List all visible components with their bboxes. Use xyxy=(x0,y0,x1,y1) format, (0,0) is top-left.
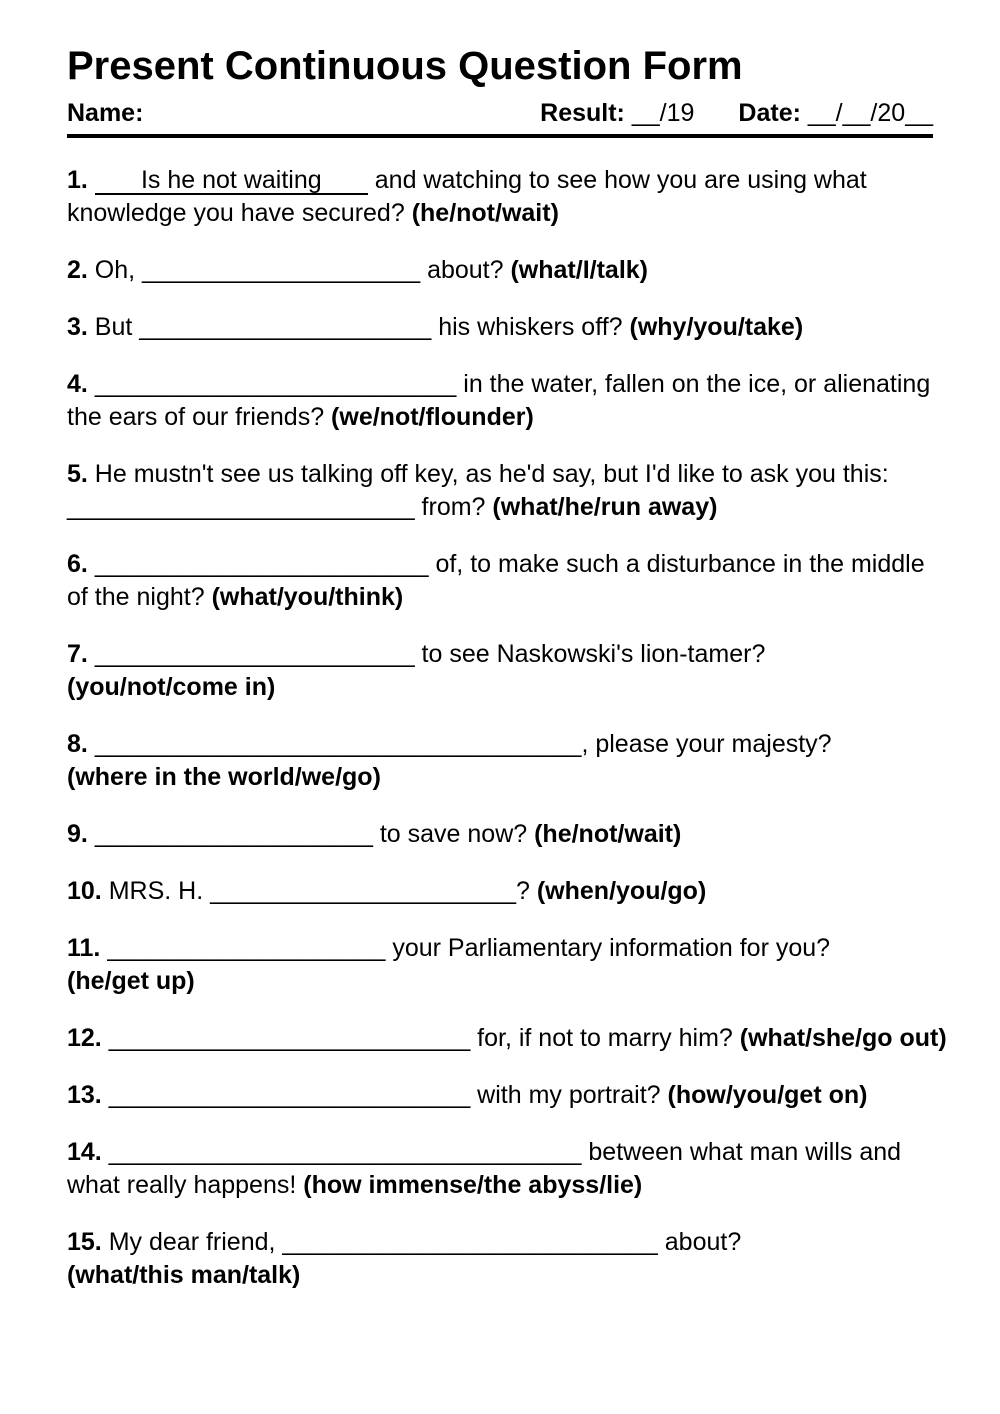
question-item xyxy=(67,548,933,614)
question-item xyxy=(67,254,933,287)
question-text: He mustn't see us talking off key, as he'd say, but I'd like to ask you this: xyxy=(87,460,889,488)
question-hint-or-number: 6. xyxy=(67,550,88,578)
question-text: about? xyxy=(420,256,511,284)
question-hint-or-number: (why/you/take) xyxy=(629,313,804,341)
question-line xyxy=(67,875,933,908)
question-hint-or-number: (what/she/go out) xyxy=(739,1024,947,1052)
header-right-fields xyxy=(540,99,933,128)
question-line xyxy=(67,311,933,344)
answer-blank: __________________________ xyxy=(108,1081,471,1109)
questions-list xyxy=(67,164,947,1292)
question-hint-or-number: 10. xyxy=(67,877,102,905)
answer-blank: _________________________ xyxy=(67,493,415,521)
question-item xyxy=(67,875,933,908)
question-text: between what man wills and xyxy=(581,1138,902,1166)
question-hint-or-number: 12. xyxy=(67,1024,102,1052)
answer-blank: ________________________ xyxy=(94,550,429,578)
question-item xyxy=(67,638,933,704)
question-line xyxy=(67,458,933,491)
question-hint-or-number: (what/this man/talk) xyxy=(67,1261,301,1289)
answer-blank: ____________________ xyxy=(94,820,373,848)
question-hint-or-number: 14. xyxy=(67,1138,102,1166)
question-line xyxy=(67,932,933,965)
question-line xyxy=(67,1169,933,1202)
question-item xyxy=(67,1022,947,1055)
question-item xyxy=(67,1079,933,1112)
question-line xyxy=(67,1226,933,1259)
answer-blank: ___________________________________ xyxy=(94,730,582,758)
question-text: MRS. H. xyxy=(101,877,211,905)
question-text xyxy=(88,820,95,848)
question-line xyxy=(67,638,933,671)
question-text xyxy=(88,550,95,578)
date-field xyxy=(738,99,933,128)
answer-blank: __________________________________ xyxy=(108,1138,582,1166)
question-text: My dear friend, xyxy=(101,1228,283,1256)
question-text xyxy=(88,640,95,668)
page-title: Present Continuous Question Form xyxy=(67,44,743,88)
question-text: what really happens! xyxy=(67,1171,304,1199)
question-line xyxy=(67,581,933,614)
question-hint-or-number: (he/not/wait) xyxy=(534,820,682,848)
date-value: __/__/20__ xyxy=(807,99,933,127)
answer-blank: __________________________ xyxy=(108,1024,471,1052)
header-fields-row xyxy=(67,99,933,138)
result-label: Result: xyxy=(540,99,625,127)
question-item xyxy=(67,932,933,998)
question-item xyxy=(67,1136,933,1202)
question-hint-or-number: 7. xyxy=(67,640,88,668)
question-text: to see Naskowski's lion-tamer? xyxy=(414,640,766,668)
question-text: to save now? xyxy=(372,820,535,848)
question-hint-or-number: (he/not/wait) xyxy=(411,199,559,227)
question-hint-or-number: 8. xyxy=(67,730,88,758)
question-item xyxy=(67,818,933,851)
question-text xyxy=(102,1138,109,1166)
answer-blank: ____________________ xyxy=(142,256,421,284)
question-text: from? xyxy=(414,493,493,521)
question-text: with my portrait? xyxy=(470,1081,668,1109)
question-text: of, to make such a disturbance in the middle xyxy=(428,550,925,578)
question-hint-or-number: 15. xyxy=(67,1228,102,1256)
question-hint-or-number: 13. xyxy=(67,1081,102,1109)
question-text: But xyxy=(87,313,140,341)
answer-blank: _______________________ xyxy=(94,640,415,668)
question-line xyxy=(67,1022,947,1055)
answer-blank: __________________________ xyxy=(94,370,457,398)
result-field xyxy=(540,99,694,128)
question-hint-or-number: (when/you/go) xyxy=(536,877,707,905)
question-line xyxy=(67,548,933,581)
question-hint-or-number: 1. xyxy=(67,166,88,194)
date-label: Date: xyxy=(738,99,801,127)
question-line xyxy=(67,818,933,851)
question-hint-or-number: 9. xyxy=(67,820,88,848)
question-item xyxy=(67,311,933,344)
question-item xyxy=(67,458,933,524)
question-line xyxy=(67,1136,933,1169)
question-line xyxy=(67,491,933,524)
question-text: Oh, xyxy=(87,256,143,284)
question-line xyxy=(67,671,933,704)
question-line xyxy=(67,368,933,401)
question-item xyxy=(67,728,933,794)
question-line xyxy=(67,728,933,761)
question-hint-or-number: (what/I/talk) xyxy=(510,256,648,284)
question-text xyxy=(88,730,95,758)
answer-blank: ___________________________ xyxy=(282,1228,658,1256)
question-hint-or-number: (where in the world/we/go) xyxy=(67,763,381,791)
answer-blank: _____________________ xyxy=(139,313,432,341)
question-hint-or-number: 3. xyxy=(67,313,88,341)
result-value: __/19 xyxy=(631,99,695,127)
question-hint-or-number: (you/not/come in) xyxy=(67,673,276,701)
question-text xyxy=(102,1081,109,1109)
answer-blank: ____________________ xyxy=(107,934,386,962)
question-hint-or-number: 11. xyxy=(67,934,101,962)
question-hint-or-number: (how/you/get on) xyxy=(667,1081,868,1109)
question-line xyxy=(67,164,933,197)
filled-blank-answer: Is he not waiting xyxy=(95,167,368,195)
question-hint-or-number: (how immense/the abyss/lie) xyxy=(303,1171,643,1199)
question-text: for, if not to marry him? xyxy=(470,1024,740,1052)
question-text: the ears of our friends? xyxy=(67,403,332,431)
question-line xyxy=(67,1259,933,1292)
question-hint-or-number: (what/he/run away) xyxy=(492,493,718,521)
question-item xyxy=(67,368,933,434)
answer-blank: ______________________ xyxy=(210,877,516,905)
question-hint-or-number: (he/get up) xyxy=(67,967,195,995)
question-hint-or-number: (what/you/think) xyxy=(211,583,404,611)
question-line xyxy=(67,965,933,998)
question-text: of the night? xyxy=(67,583,212,611)
question-hint-or-number: 4. xyxy=(67,370,88,398)
question-text: about? xyxy=(657,1228,742,1256)
question-text: your Parliamentary information for you? xyxy=(385,934,831,962)
name-label: Name: xyxy=(67,99,144,127)
question-text xyxy=(88,166,95,194)
question-hint-or-number: 5. xyxy=(67,460,88,488)
question-text xyxy=(102,1024,109,1052)
question-line xyxy=(67,401,933,434)
question-item xyxy=(67,164,933,230)
question-text: his whiskers off? xyxy=(431,313,630,341)
question-hint-or-number: 2. xyxy=(67,256,88,284)
question-item xyxy=(67,1226,933,1292)
question-line xyxy=(67,197,933,230)
question-text: knowledge you have secured? xyxy=(67,199,412,227)
question-text: ? xyxy=(516,877,537,905)
question-text: , please your majesty? xyxy=(581,730,832,758)
question-text: in the water, fallen on the ice, or alienating xyxy=(456,370,931,398)
question-line xyxy=(67,1079,933,1112)
question-text xyxy=(88,370,95,398)
question-line xyxy=(67,761,933,794)
question-hint-or-number: (we/not/flounder) xyxy=(331,403,534,431)
question-text: and watching to see how you are using what xyxy=(367,166,867,194)
question-line xyxy=(67,254,933,287)
